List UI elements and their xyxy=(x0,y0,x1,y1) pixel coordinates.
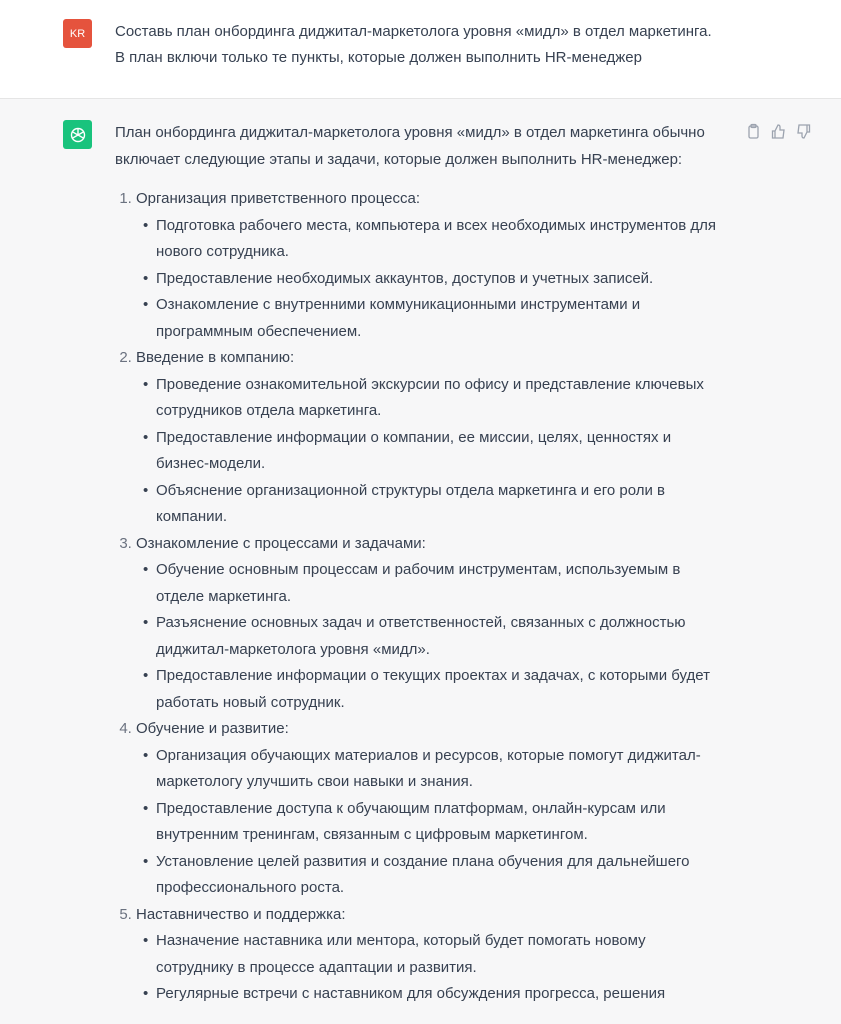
bullet-item: • Ознакомление с внутренними коммуникационными инструментами и программным обеспечением. xyxy=(156,292,727,345)
bullet-item: • Подготовка рабочего места, компьютера и всех необходимых инструментов для нового сотрудника. xyxy=(156,213,727,266)
bullet-item: • Установление целей развития и создание плана обучения для дальнейшего профессионального роста. xyxy=(156,849,727,902)
step-title: 3. Ознакомление с процессами и задачами: xyxy=(136,534,426,552)
step-item xyxy=(136,531,727,717)
user-message-line: Составь план онбординга диджитал-маркетолога уровня «мидл» в отдел маркетинга. xyxy=(115,23,712,40)
chatgpt-logo-icon xyxy=(63,120,92,149)
step-bullets xyxy=(136,557,727,716)
bullet-item: • Проведение ознакомительной экскурсии по офису и представление ключевых сотрудников отдела маркетинга. xyxy=(156,372,727,425)
bullet-item: • Предоставление информации о компании, ее миссии, целях, ценностях и бизнес-модели. xyxy=(156,425,727,478)
thumbs-up-icon[interactable] xyxy=(770,123,787,140)
step-item xyxy=(136,345,727,531)
copy-icon[interactable] xyxy=(745,123,762,140)
bullet-item: • Предоставление информации о текущих проектах и задачах, с которыми будет работать новый сотрудник. xyxy=(156,663,727,716)
step-item xyxy=(136,186,727,345)
step-title: 2. Введение в компанию: xyxy=(136,349,295,366)
user-message xyxy=(0,0,841,99)
step-title: 5. Наставничество и поддержка: xyxy=(136,905,346,923)
assistant-message-body xyxy=(115,120,727,1008)
step-bullets xyxy=(136,928,727,1008)
bullet-item: • Разъяснение основных задач и ответственностей, связанных с должностью диджитал-маркетолога уровня «мидл». xyxy=(156,610,727,663)
step-bullets xyxy=(136,213,727,346)
onboarding-steps-list xyxy=(115,186,727,1008)
bullet-item: • Обучение основным процессам и рабочим инструментам, используемым в отделе маркетинга. xyxy=(156,557,727,610)
step-title: 1. Организация приветственного процесса: xyxy=(136,190,420,207)
bullet-item: • Назначение наставника или ментора, который будет помогать новому сотруднику в процессе адаптации и развития. xyxy=(156,928,727,981)
user-avatar: KR xyxy=(63,19,92,48)
bullet-item: • Предоставление необходимых аккаунтов, доступов и учетных записей. xyxy=(156,266,727,293)
thumbs-down-icon[interactable] xyxy=(795,123,812,140)
user-message-text xyxy=(115,19,755,71)
bullet-item: • Объяснение организационной структуры отдела маркетинга и его роли в компании. xyxy=(156,478,727,531)
step-bullets xyxy=(136,743,727,902)
assistant-intro: План онбординга диджитал-маркетолога уровня «мидл» в отдел маркетинга обычно включает следующие этапы и задачи, которые должен выполнить HR-менеджер: xyxy=(115,124,705,168)
bullet-item: • Организация обучающих материалов и ресурсов, которые помогут диджитал-маркетологу улучшить свои навыки и знания. xyxy=(156,743,727,796)
user-message-line: В план включи только те пункты, которые должен выполнить HR-менеджер xyxy=(115,49,642,66)
step-bullets xyxy=(136,372,727,531)
message-actions xyxy=(745,123,812,140)
bullet-item: • Предоставление доступа к обучающим платформам, онлайн-курсам или внутренним тренингам, связанным с цифровым маркетингом. xyxy=(156,796,727,849)
bullet-item: • Регулярные встречи с наставником для обсуждения прогресса, решения xyxy=(156,981,727,1008)
step-title: 4. Обучение и развитие: xyxy=(136,720,289,737)
step-item xyxy=(136,902,727,1008)
assistant-message xyxy=(0,99,841,1024)
step-item xyxy=(136,716,727,902)
